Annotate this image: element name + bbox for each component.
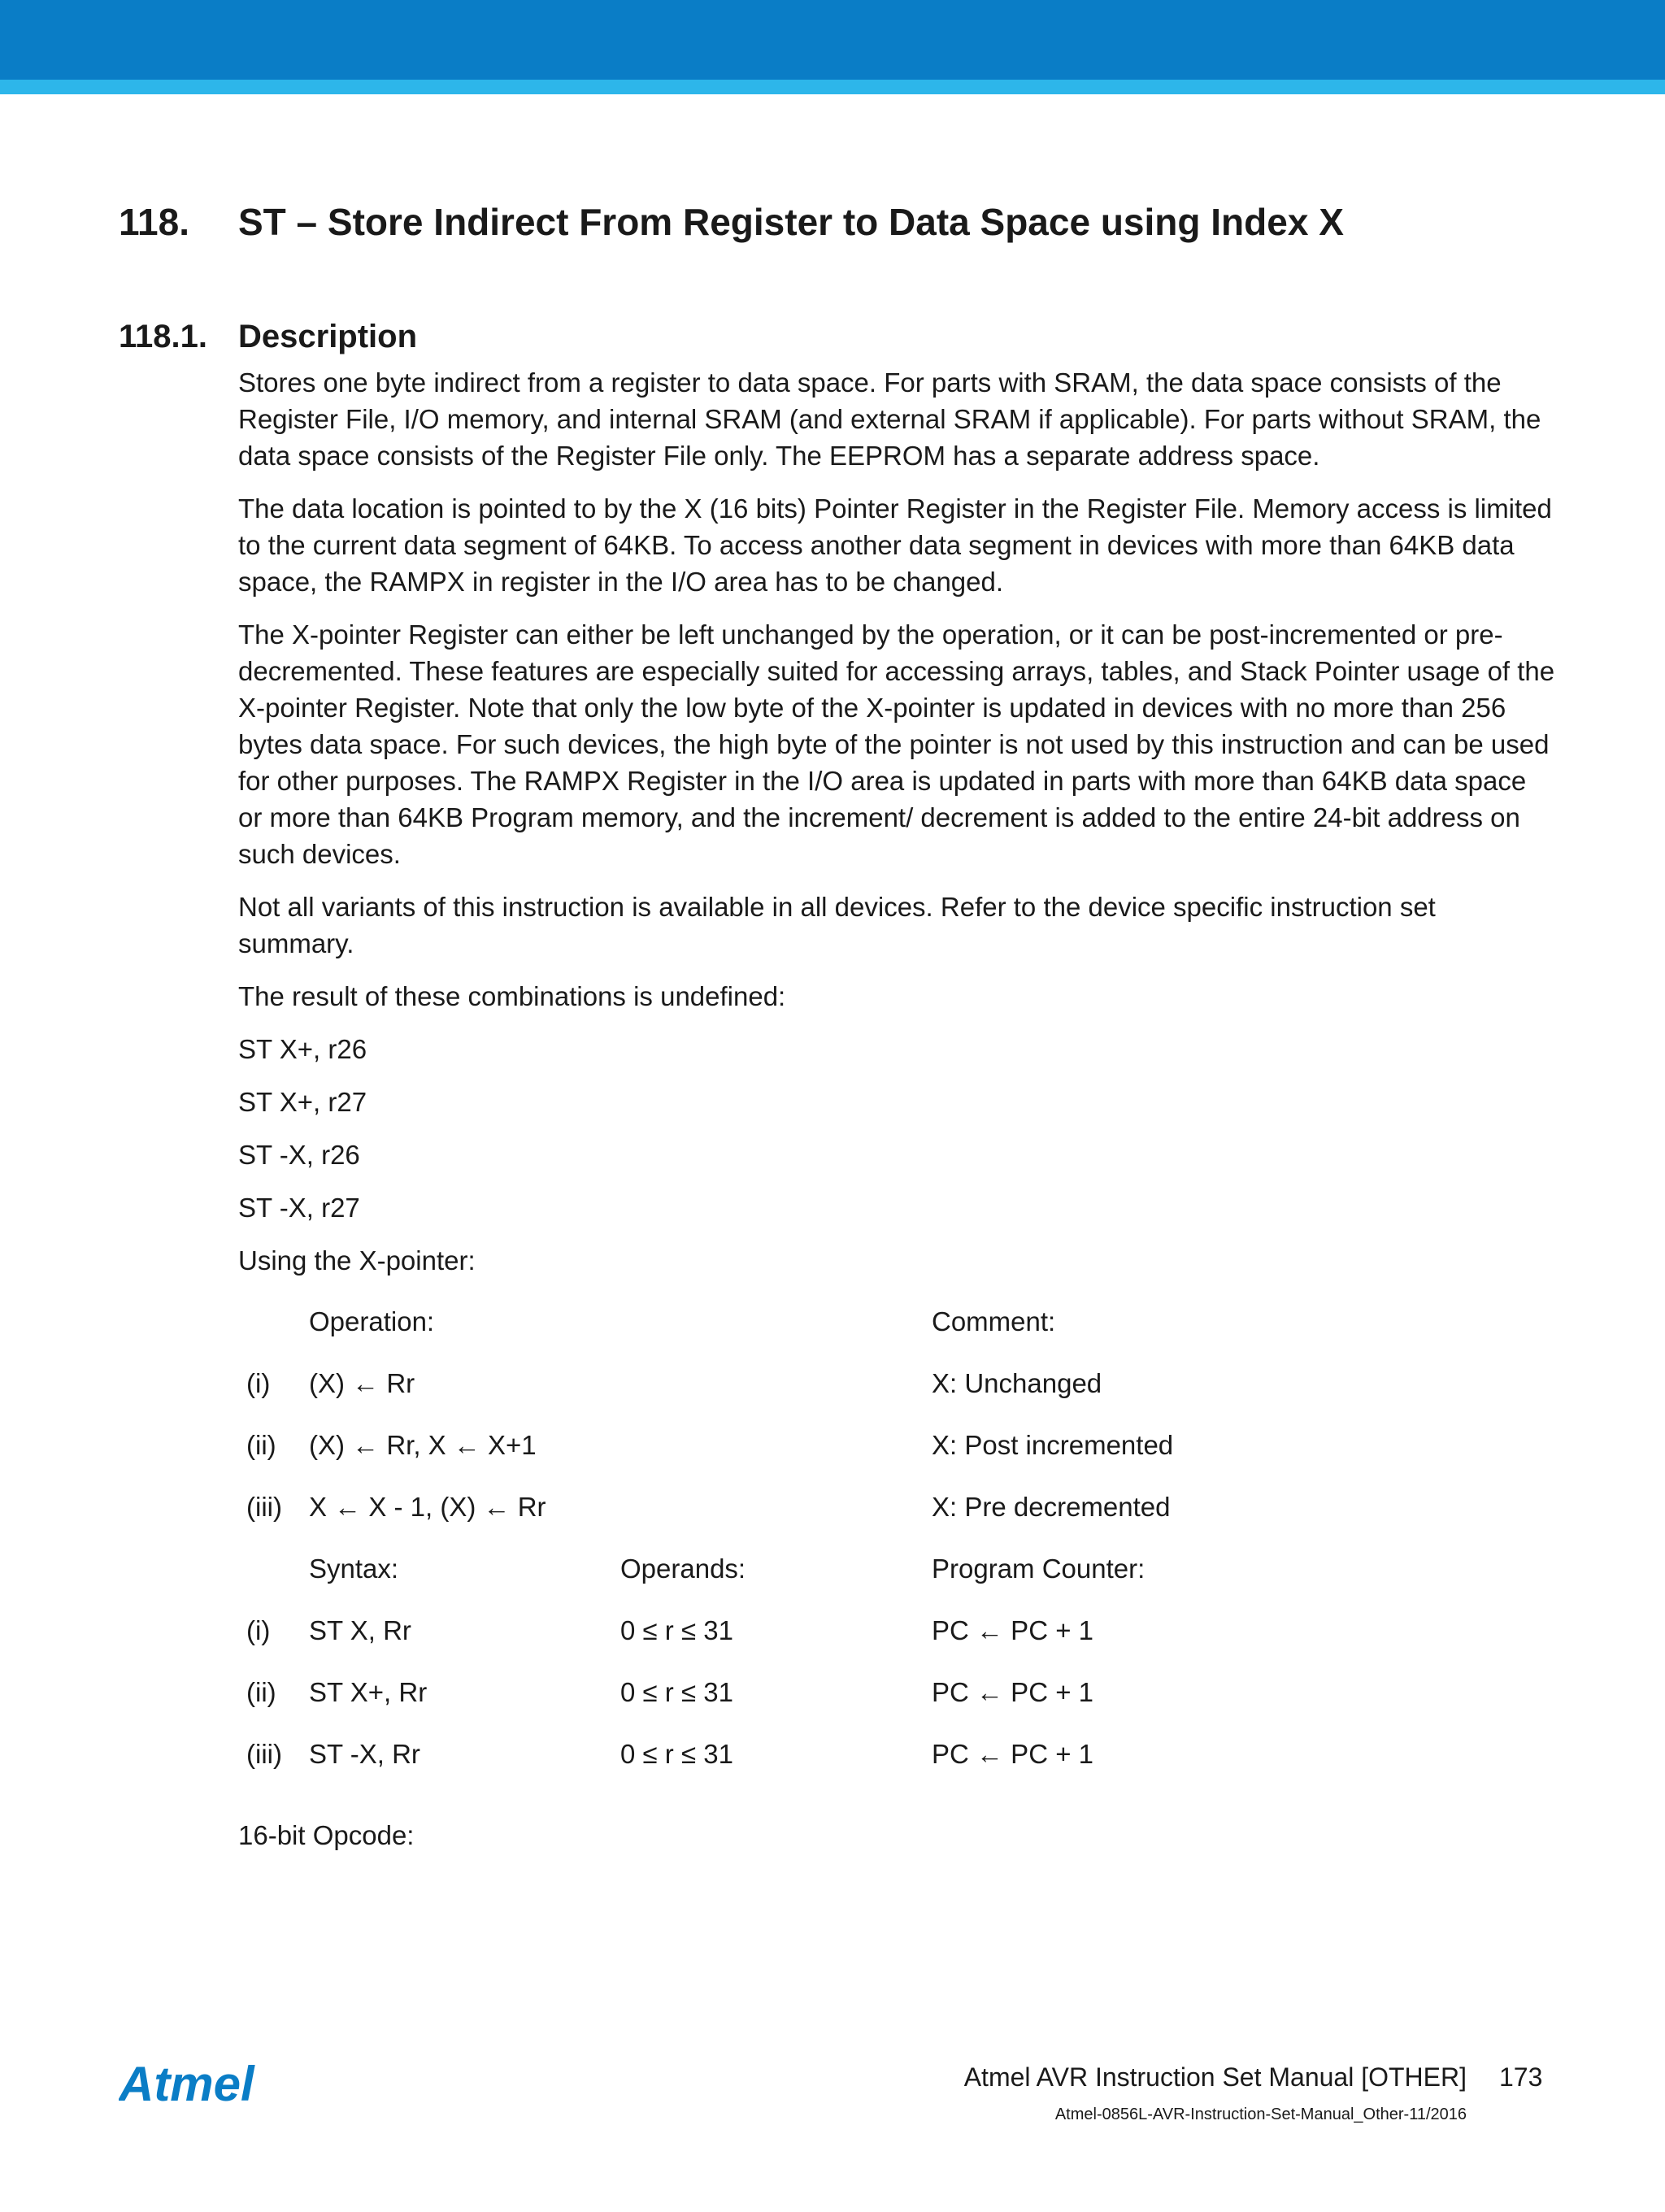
operands-header: Operands: [620,1554,746,1584]
program-counter-header: Program Counter: [932,1554,1146,1584]
subsection-number: 118.1. [119,319,208,354]
subsection-title: Description [238,319,418,354]
operands-cell: 0 ≤ r ≤ 31 [620,1739,733,1769]
program-counter-cell: PC ← PC + 1 [932,1677,1093,1707]
row-index: (i) [246,1368,271,1398]
undefined-combination: ST X+, r26 [238,1034,367,1064]
manual-title: Atmel AVR Instruction Set Manual [OTHER] [963,2062,1467,2092]
comment-cell: X: Pre decremented [932,1492,1171,1522]
row-index: (iii) [246,1739,282,1769]
paragraph: Not all variants of this instruction is available in all devices. Refer to the device specific instruction set summary. [238,892,1436,958]
section-title: ST – Store Indirect From Register to Data Space using Index X [238,201,1344,243]
atmel-logo [119,2058,289,2114]
operation-cell: X ← X - 1, (X) ← Rr [309,1492,546,1522]
header-band [0,0,1665,80]
comment-cell: X: Post incremented [932,1430,1174,1460]
operands-cell: 0 ≤ r ≤ 31 [620,1615,733,1645]
paragraph: Using the X-pointer: [238,1245,476,1275]
atmel-logo-mark [119,2058,289,2110]
paragraph: Stores one byte indirect from a register to data space. For parts with SRAM, the data space consists of the Register File, I/O memory, and internal SRAM (and external SRAM if applicable). For parts without SRAM, the data space consists of the Register File only. The EEPROM has a separate address space. [238,367,1541,471]
program-counter-cell: PC ← PC + 1 [932,1615,1093,1645]
row-index: (iii) [246,1492,282,1522]
row-index: (ii) [246,1677,276,1707]
section-number: 118. [119,201,189,243]
operation-cell: (X) ← Rr [309,1368,415,1398]
syntax-cell: ST -X, Rr [309,1739,420,1769]
program-counter-cell: PC ← PC + 1 [932,1739,1093,1769]
syntax-cell: ST X+, Rr [309,1677,428,1707]
comment-cell: X: Unchanged [932,1368,1102,1398]
undefined-combination: ST -X, r27 [238,1193,360,1223]
undefined-combination: ST -X, r26 [238,1140,360,1170]
row-index: (ii) [246,1430,276,1460]
operands-cell: 0 ≤ r ≤ 31 [620,1677,733,1707]
opcode-label: 16-bit Opcode: [238,1820,415,1850]
operation-cell: (X) ← Rr, X ← X+1 [309,1430,537,1460]
description-body [238,364,1555,1295]
logo-text: Atmel [119,2058,254,2110]
syntax-cell: ST X, Rr [309,1615,411,1645]
paragraph: The data location is pointed to by the X (16 bits) Pointer Register in the Register File. Memory access is limited to the current data segment of 64KB. To access another data segment in devices with more than 64KB data space, the RAMPX in register in the I/O area has to be changed. [238,493,1552,597]
undefined-combination: ST X+, r27 [238,1087,367,1117]
document-id: Atmel-0856L-AVR-Instruction-Set-Manual_Other-11/2016 [1054,2106,1467,2123]
row-index: (i) [246,1615,271,1645]
syntax-header: Syntax: [309,1554,399,1584]
header-stripe [0,80,1665,94]
operation-header: Operation: [309,1306,435,1336]
comment-header: Comment: [932,1306,1056,1336]
paragraph: The result of these combinations is undefined: [238,981,786,1011]
paragraph: The X-pointer Register can either be left unchanged by the operation, or it can be post-incremented or pre-decremented. These features are especially suited for accessing arrays, tables, and Stack Pointer usage of the X-pointer Register. Note that only the low byte of the X-pointer is updated in devices with no more than 256 bytes data space. For such devices, the high byte of the pointer is not used by this instruction and can be used for other purposes. The RAMPX Register in the I/O area is updated in parts with more than 64KB data space or more than 64KB Program memory, and the increment/ decrement is added to the entire 24-bit address on such devices. [238,619,1555,869]
page-number: 173 [1499,2062,1543,2092]
